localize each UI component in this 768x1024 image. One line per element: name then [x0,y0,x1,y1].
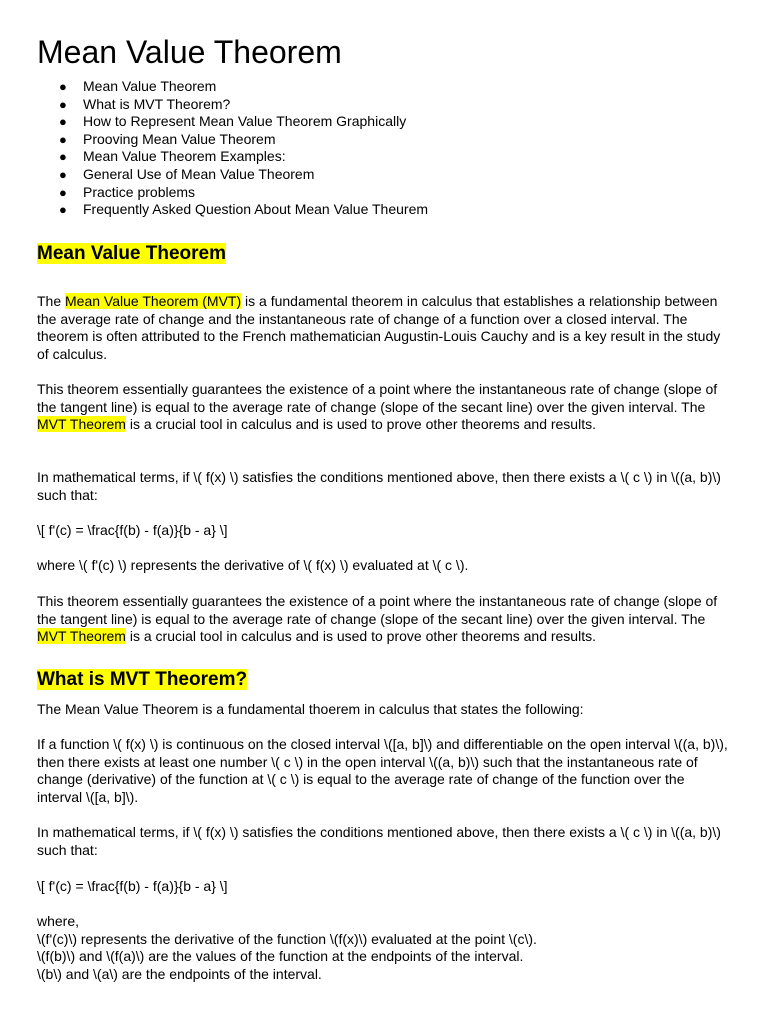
bullet-icon: ● [59,114,67,130]
formula-paragraph: \[ f'(c) = \frac{f(b) - f(a)}{b - a} \] [37,522,228,538]
toc-item [37,166,428,184]
definition-paragraph: If a function \( f(x) \) is continuous on the closed interval \([a, b]\) and differentiable on the open interval \((a, b)\), then there exists at least one number \( c \) in the open interval \((a, b)\) such that the instantaneous rate of change (derivative) of the function at \( c \) is equal to the average rate of change of the function over the interval \([a, b]\). [37,736,728,805]
toc-item-label: How to Represent Mean Value Theorem Graphically [83,113,407,130]
bullet-icon: ● [59,96,67,112]
formula-paragraph-2: \[ f'(c) = \frac{f(b) - f(a)}{b - a} \] [37,878,228,894]
paragraph-text: This theorem essentially guarantees the existence of a point where the instantaneous rate of change (slope of the tangent line) is equal to the average rate of change (slope of the secant line) over the given interval. The [37,381,718,415]
where-line: \(f(b)\) and \(f(a)\) are the values of the function at the endpoints of the interval. [37,948,524,965]
section-heading-what-is-mvt [37,668,247,692]
bullet-icon: ● [59,184,67,200]
toc-item-label: Mean Value Theorem Examples: [83,148,286,165]
toc-item [37,201,428,219]
guarantee-paragraph-repeat [37,593,731,646]
table-of-contents [37,78,428,219]
toc-item-label: General Use of Mean Value Theorem [83,165,315,182]
bullet-icon: ● [59,79,67,94]
derivative-explanation: where \( f'(c) \) represents the derivative of \( f(x) \) evaluated at \( c \). [37,557,469,573]
page-title: Mean Value Theorem [37,34,342,70]
intro-paragraph [37,293,731,363]
paragraph-text: The [37,293,66,309]
math-terms-paragraph-2: In mathematical terms, if \( f(x) \) satisfies the conditions mentioned above, then there exists a \( c \) in \((a, b)\) such that: [37,824,721,858]
highlighted-term: Mean Value Theorem (MVT) [65,293,242,309]
definition-intro: The Mean Value Theorem is a fundamental thoerem in calculus that states the following: [37,701,584,717]
toc-item [37,131,428,149]
bullet-icon: ● [59,149,67,165]
section-heading-mean-value-theorem [37,242,226,266]
toc-item-label: Practice problems [83,183,196,200]
section-heading-highlight: What is MVT Theorem? [37,669,248,690]
toc-item-label: Mean Value Theorem [83,78,217,94]
section-heading-highlight: Mean Value Theorem [37,243,227,264]
highlighted-term: MVT Theorem [37,416,126,433]
paragraph-text: is a crucial tool in calculus and is used to prove other theorems and results. [125,416,596,433]
math-terms-paragraph: In mathematical terms, if \( f(x) \) satisfies the conditions mentioned above, then there exists a \( c \) in \((a, b)\) such that: [37,469,721,503]
where-line: where, [37,913,80,929]
toc-item [37,184,428,202]
toc-item [37,78,428,96]
bullet-icon: ● [59,166,67,182]
toc-item-label: What is MVT Theorem? [83,95,231,112]
where-line: \(b\) and \(a\) are the endpoints of the interval. [37,965,322,982]
toc-item [37,96,428,114]
paragraph-text: This theorem essentially guarantees the existence of a point where the instantaneous rate of change (slope of the tangent line) is equal to the average rate of change (slope of the secant line) over the given interval. The [37,593,718,627]
guarantee-paragraph [37,381,731,434]
paragraph-text: is a crucial tool in calculus and is used to prove other theorems and results. [125,628,596,645]
paragraph-text: is a fundamental theorem in calculus that establishes a relationship between the average rate of change and the instantaneous rate of change of a function over a closed interval. The theorem is often attributed to the French mathematician Augustin-Louis Cauchy and is a key result in the study of calculus. [37,293,721,362]
toc-item-label: Prooving Mean Value Theorem [83,130,276,147]
toc-item [37,113,428,131]
where-line: \(f'(c)\) represents the derivative of the function \(f(x)\) evaluated at the point \(c\). [37,930,537,947]
toc-item-label: Frequently Asked Question About Mean Value Theurem [83,201,429,218]
bullet-icon: ● [59,131,67,147]
where-lines [37,913,731,983]
highlighted-term: MVT Theorem [37,628,126,645]
toc-item [37,148,428,166]
bullet-icon: ● [59,202,67,218]
